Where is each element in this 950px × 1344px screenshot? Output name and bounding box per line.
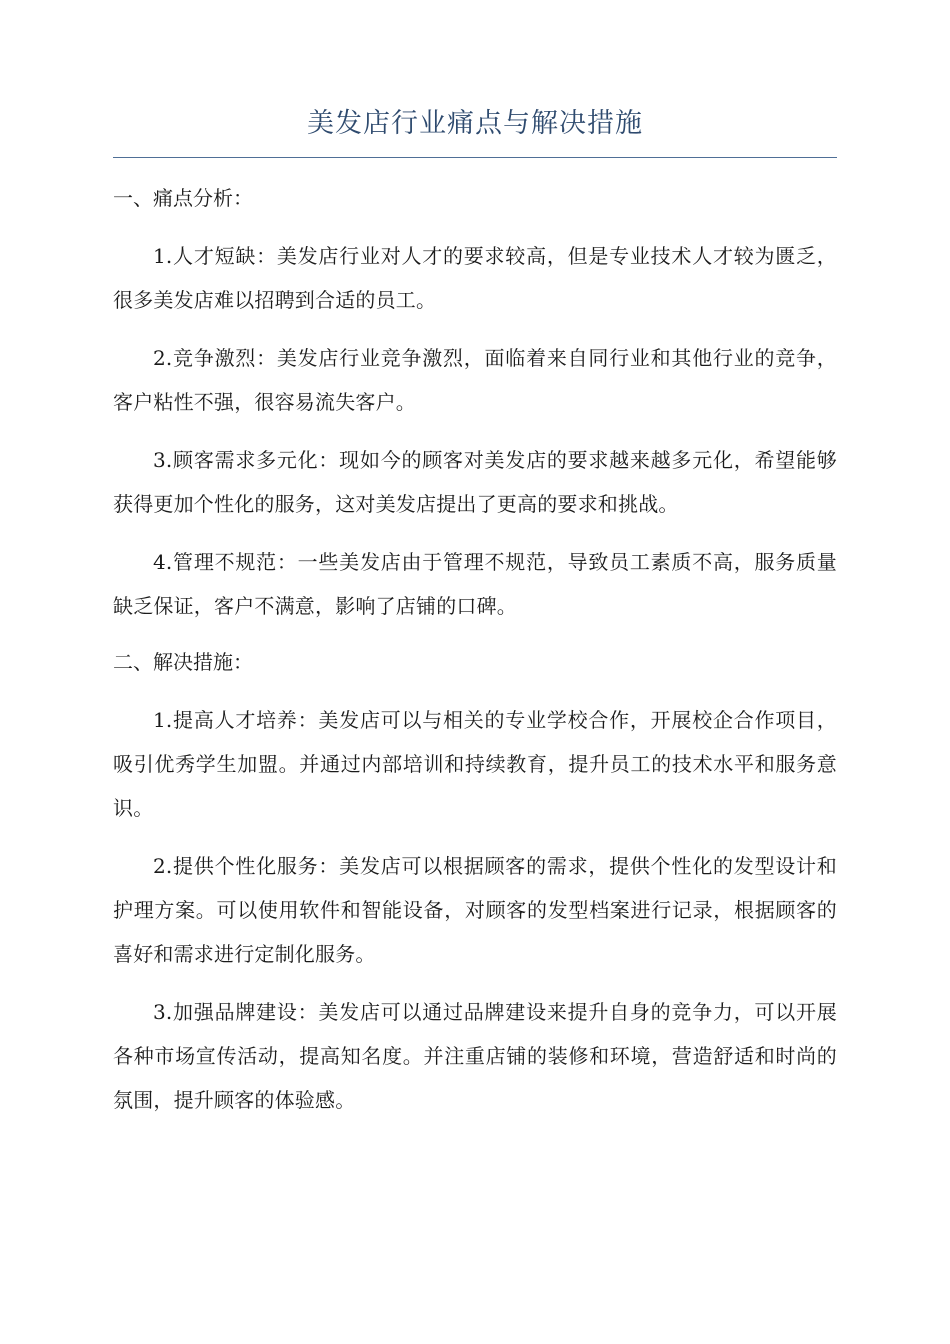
pain-point-competition: 2.竞争激烈：美发店行业竞争激烈，面临着来自同行业和其他行业的竞争，客户粘性不强，很容易流失客户。 bbox=[113, 346, 837, 414]
section-heading-pain-points: 一、痛点分析： bbox=[113, 186, 253, 210]
pain-point-talent-shortage: 1.人才短缺：美发店行业对人才的要求较高，但是专业技术人才较为匮乏，很多美发店难以招聘到合适的员工。 bbox=[113, 244, 837, 312]
pain-point-management: 4.管理不规范：一些美发店由于管理不规范，导致员工素质不高，服务质量缺乏保证，客户不满意，影响了店铺的口碑。 bbox=[113, 550, 837, 618]
document-title: 美发店行业痛点与解决措施 bbox=[307, 108, 643, 139]
solution-talent-training: 1.提高人才培养：美发店可以与相关的专业学校合作，开展校企合作项目，吸引优秀学生加盟。并通过内部培训和持续教育，提升员工的技术水平和服务意识。 bbox=[113, 708, 837, 820]
section-heading-solutions: 二、解决措施： bbox=[113, 650, 253, 674]
pain-point-diverse-demand: 3.顾客需求多元化：现如今的顾客对美发店的要求越来越多元化，希望能够获得更加个性化的服务，这对美发店提出了更高的要求和挑战。 bbox=[113, 448, 837, 516]
document-body bbox=[113, 170, 837, 1122]
solution-brand-building: 3.加强品牌建设：美发店可以通过品牌建设来提升自身的竞争力，可以开展各种市场宣传活动，提高知名度。并注重店铺的装修和环境，营造舒适和时尚的氛围，提升顾客的体验感。 bbox=[113, 1000, 837, 1112]
title-underline bbox=[113, 157, 837, 158]
solution-personalized-service: 2.提供个性化服务：美发店可以根据顾客的需求，提供个性化的发型设计和护理方案。可以使用软件和智能设备，对顾客的发型档案进行记录，根据顾客的喜好和需求进行定制化服务。 bbox=[113, 854, 837, 966]
